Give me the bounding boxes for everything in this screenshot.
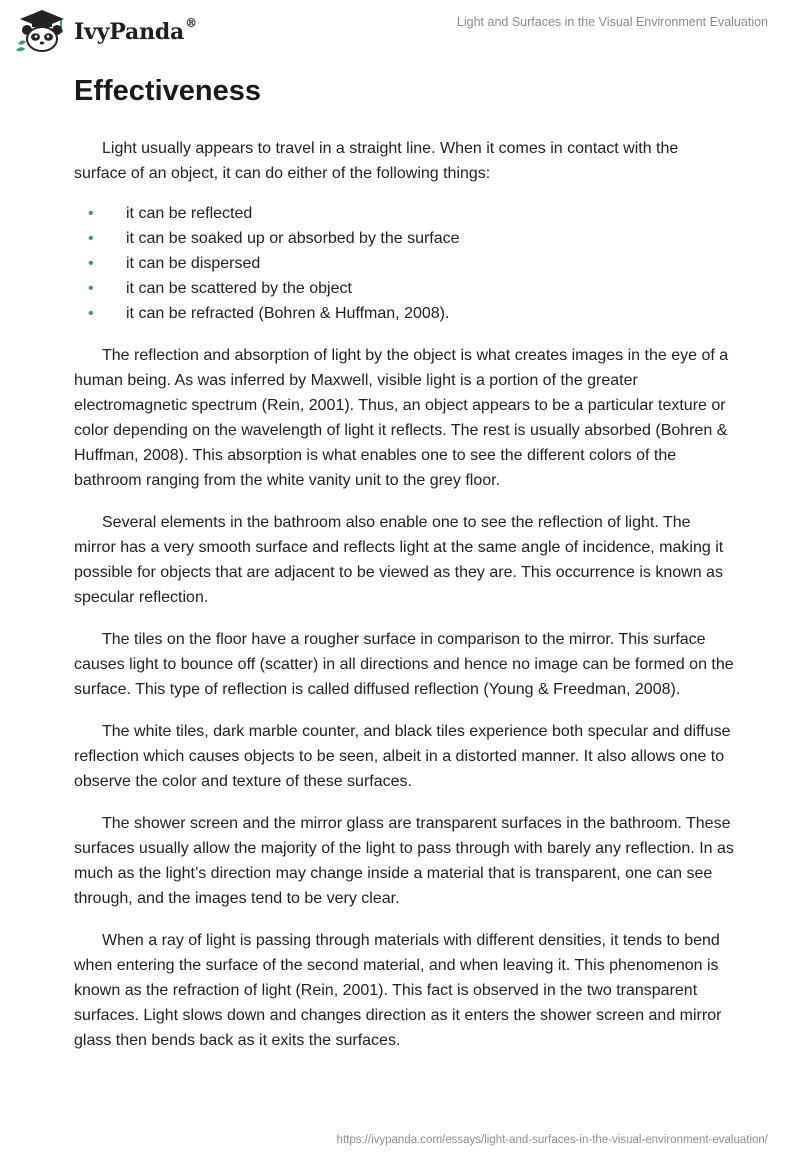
- brand-name-text: IvyPanda: [74, 19, 185, 45]
- list-item-text: it can be scattered by the object: [126, 280, 352, 297]
- list-item: [74, 301, 734, 326]
- intro-paragraph: Light usually appears to travel in a straight line. When it comes in contact with the surface of an object, it can do either of the following things:: [74, 140, 679, 182]
- body-paragraph: The tiles on the floor have a rougher surface in comparison to the mirror. This surface causes light to bounce off (scatter) in all directions and hence no image can be formed on the surface. This type of reflection is called diffused reflection (Young & Freedman, 2008).: [74, 631, 734, 698]
- body-paragraph: The white tiles, dark marble counter, and black tiles experience both specular and diffuse reflection which causes objects to be seen, albeit in a distorted manner. It also allows one to observe the color and texture of these surfaces.: [74, 723, 731, 790]
- list-item: [74, 201, 734, 226]
- list-item: [74, 251, 734, 276]
- body-paragraph: The shower screen and the mirror glass are transparent surfaces in the bathroom. These surfaces usually allow the majority of the light to pass through with barely any reflection. In as much as the light’s direction may change inside a material that is transparent, one can see through, and the images tend to be very clear.: [74, 815, 734, 907]
- bullet-dot-icon: •: [88, 305, 94, 322]
- bullet-dot-icon: •: [88, 205, 94, 222]
- page-header: [0, 0, 800, 62]
- list-item-text: it can be reflected: [126, 205, 253, 222]
- panda-graduate-logo-icon: [14, 8, 70, 54]
- body-paragraph: The reflection and absorption of light by the object is what creates images in the eye of a human being. As was inferred by Maxwell, visible light is a portion of the greater electromagnetic spectrum (Rein, 2001). Thus, an object appears to be a particular texture or color depending on the wavelength of light it reflects. The rest is usually absorbed (Bohren & Huffman, 2008). This absorption is what enables one to see the different colors of the bathroom ranging from the white vanity unit to the grey floor.: [74, 347, 729, 489]
- light-behaviour-list: [74, 201, 734, 326]
- document-title: Light and Surfaces in the Visual Environment Evaluation: [456, 15, 768, 29]
- list-item-text: it can be refracted (Bohren & Huffman, 2008).: [126, 305, 450, 322]
- section-heading: Effectiveness: [74, 75, 261, 107]
- bullet-dot-icon: •: [88, 280, 94, 297]
- list-item-text: it can be dispersed: [126, 255, 261, 272]
- ivypanda-logo-link[interactable]: [14, 8, 197, 54]
- brand-name: [74, 15, 197, 45]
- essay-content: [74, 72, 734, 1070]
- list-item: [74, 276, 734, 301]
- body-paragraph: Several elements in the bathroom also enable one to see the reflection of light. The mirror has a very smooth surface and reflects light at the same angle of incidence, making it possible for objects that are adjacent to be viewed as they are. This occurrence is known as specular reflection.: [74, 514, 724, 606]
- registered-mark: ®: [185, 15, 197, 30]
- bullet-dot-icon: •: [88, 230, 94, 247]
- bullet-dot-icon: •: [88, 255, 94, 272]
- list-item-text: it can be soaked up or absorbed by the surface: [126, 230, 460, 247]
- source-url-link[interactable]: https://ivypanda.com/essays/light-and-surfaces-in-the-visual-environment-evaluation/: [336, 1134, 768, 1146]
- list-item: [74, 226, 734, 251]
- body-paragraph: When a ray of light is passing through materials with different densities, it tends to bend when entering the surface of the second material, and when leaving it. This phenomenon is known as the refraction of light (Rein, 2001). This fact is observed in the two transparent surfaces. Light slows down and changes direction as it enters the shower screen and mirror glass then bends back as it exits the surfaces.: [74, 932, 722, 1049]
